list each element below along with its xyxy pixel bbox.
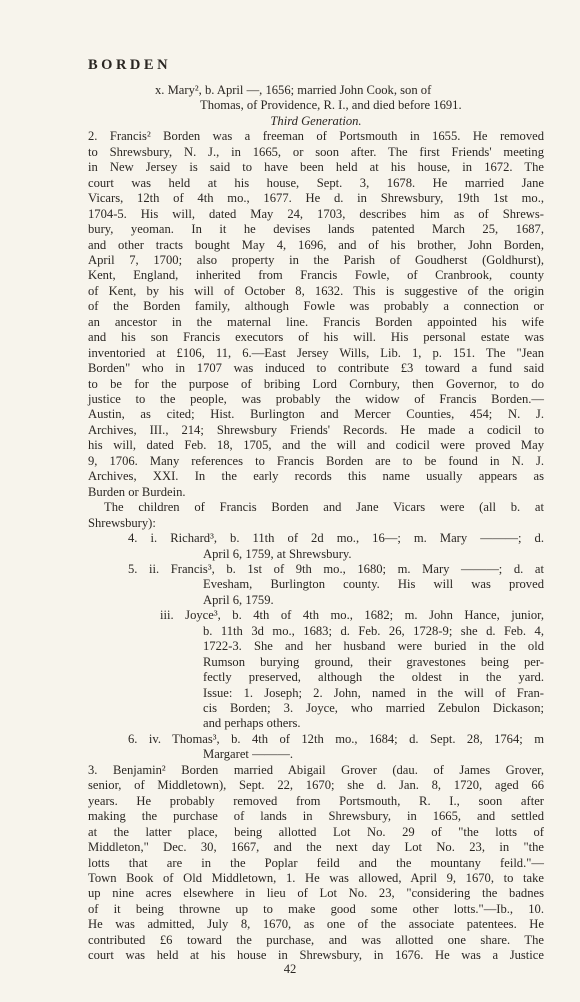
text-line: of it being throwne up to make good some other lotts."—Ib., 10. [88,901,544,916]
text-line: 9, 1706. Many references to Francis Borden are to be found in N. J. [88,453,544,468]
text-line: Borden" who in 1707 was induced to contribute £3 toward a fund said [88,361,544,376]
text-line: Shrewsbury): [88,515,156,530]
text-line: bury, yeoman. In it he devises lands patented March 25, 1687, [88,222,544,237]
text-line: at the latter place, being allotted Lot No. 29 of "the lotts of [88,824,544,839]
text-line: up nine acres elsewhere in lieu of Lot No. 23, "considering the badnes [88,886,544,901]
text-line: and perhaps others. [203,716,301,731]
running-header: BORDEN [88,57,172,73]
text-line: cis Borden; 3. Joyce, who married Zebulon Dickason; [203,701,544,715]
text-line: 1722-3. She and her husband were buried in the old [203,639,544,654]
text-line: inventoried at £106, 11, 6.—East Jersey Wills, Lib. 1, p. 151. The "Jean [88,345,544,360]
text-line: justice to the people, was probably the widow of Francis Borden.— [88,392,544,406]
text-line: Austin, as cited; Hist. Burlington and Mercer Counties, 454; N. J. [88,407,544,422]
text-line: April 6, 1759. [203,592,274,607]
text-line: Town Book of Old Middletown, 1. He was allowed, April 9, 1670, to take [88,870,544,885]
text-line: Thomas, of Providence, R. I., and died before 1691. [200,98,462,113]
text-line: April 6, 1759, at Shrewsbury. [203,546,352,561]
text-line: April 7, 1700; also property in the Parish of Goudherst (Goldhurst), [88,252,544,267]
list-item: iii. Joyce³, b. 4th of 4th mo., 1682; m. John Hance, junior, [160,608,544,623]
text-line: fectly preserved, although the oldest in the yard. [203,670,544,685]
text-line: his will, dated Feb. 18, 1705, and the will and codicil were proved May [88,438,544,453]
text-line: to be for the purpose of bribing Lord Cornbury, then Governor, to do [88,376,544,391]
text-line: Kent, England, inherited from Francis Fowle, of Cranbrook, county [88,268,544,283]
text-line: and other tracts bought May 4, 1696, and of his brother, John Borden, [88,237,544,252]
text-line: Middleton," Dec. 30, 1667, and the next day Lot No. 23, in "the [88,840,544,855]
list-item: 4. i. Richard³, b. 11th of 2d mo., 16—; m. Mary ———; d. [128,531,544,546]
text-line: of the Borden family, although Fowle was probably a connection or [88,299,544,314]
text-line: Burden or Burdein. [88,484,186,499]
text-line: court was held at his house, Sept. 3, 1678. He married Jane [88,175,544,190]
text-line: contributed £6 toward the purchase, and was allotted one share. The [88,932,544,947]
text-line: court was held at his house in Shrewsbury, in 1676. He was a Justice [88,948,544,963]
text-line: 1704-5. His will, dated May 24, 1703, describes him as of Shrews- [88,206,544,221]
text-line: of Kent, by his will of October 8, 1632. This is suggestive of the origin [88,283,544,298]
text-line: an ancestor in the maternal line. Francis Borden appointed his wife [88,314,544,329]
text-line: to Shrewsbury, N. J., in 1665, or soon after. The first Friends' meeting [88,144,544,159]
text-line: b. 11th 3d mo., 1683; d. Feb. 26, 1728-9; she d. Feb. 4, [203,623,544,638]
text-line: 2. Francis² Borden was a freeman of Portsmouth in 1655. He removed [88,129,544,144]
text-line: 3. Benjamin² Borden married Abigail Grover (dau. of James Grover, [88,762,544,777]
text-line: senior, of Middletown), Sept. 22, 1670; she d. Jan. 8, 1720, aged 66 [88,778,544,793]
text-line: Evesham, Burlington county. His will was proved [203,577,544,592]
section-heading: Third Generation. [270,113,362,128]
text-line: in New Jersey is said to have been held at his house, in 1672. The [88,160,544,175]
text-line: making the purchase of lands in Shrewsbury, in 1665, and settled [88,809,544,824]
list-item: 5. ii. Francis³, b. 1st of 9th mo., 1680; m. Mary ———; d. at [128,561,544,576]
text-line: years. He probably removed from Portsmouth, R. I., soon after [88,793,544,808]
text-line: The children of Francis Borden and Jane Vicars were (all b. at [104,500,544,515]
text-line: Margaret ———. [203,747,294,762]
text-line: Vicars, 12th of 4th mo., 1677. He d. in Shrewsbury, 19th 1st mo., [88,191,544,206]
list-item: 6. iv. Thomas³, b. 4th of 12th mo., 1684; d. Sept. 28, 1764; m [128,731,544,746]
text-line: He was admitted, July 8, 1670, as one of the associate patentees. He [88,917,544,932]
text-line: Rumson burying ground, their gravestones being per- [203,654,544,669]
text-line: Archives, XXI. In the early records this name usually appears as [88,469,544,484]
text-line: Archives, III., 214; Shrewsbury Friends' Records. He made a codicil to [88,422,544,437]
page-number: 42 [283,961,297,976]
text-line: and his son Francis executors of his will. His personal estate was [88,330,544,345]
text-line: x. Mary², b. April —, 1656; married John Cook, son of [155,83,432,97]
text-line: lotts that are in the Poplar feild and the mountany feild."— [88,855,544,870]
text-line: Issue: 1. Joseph; 2. John, named in the will of Fran- [203,685,544,700]
